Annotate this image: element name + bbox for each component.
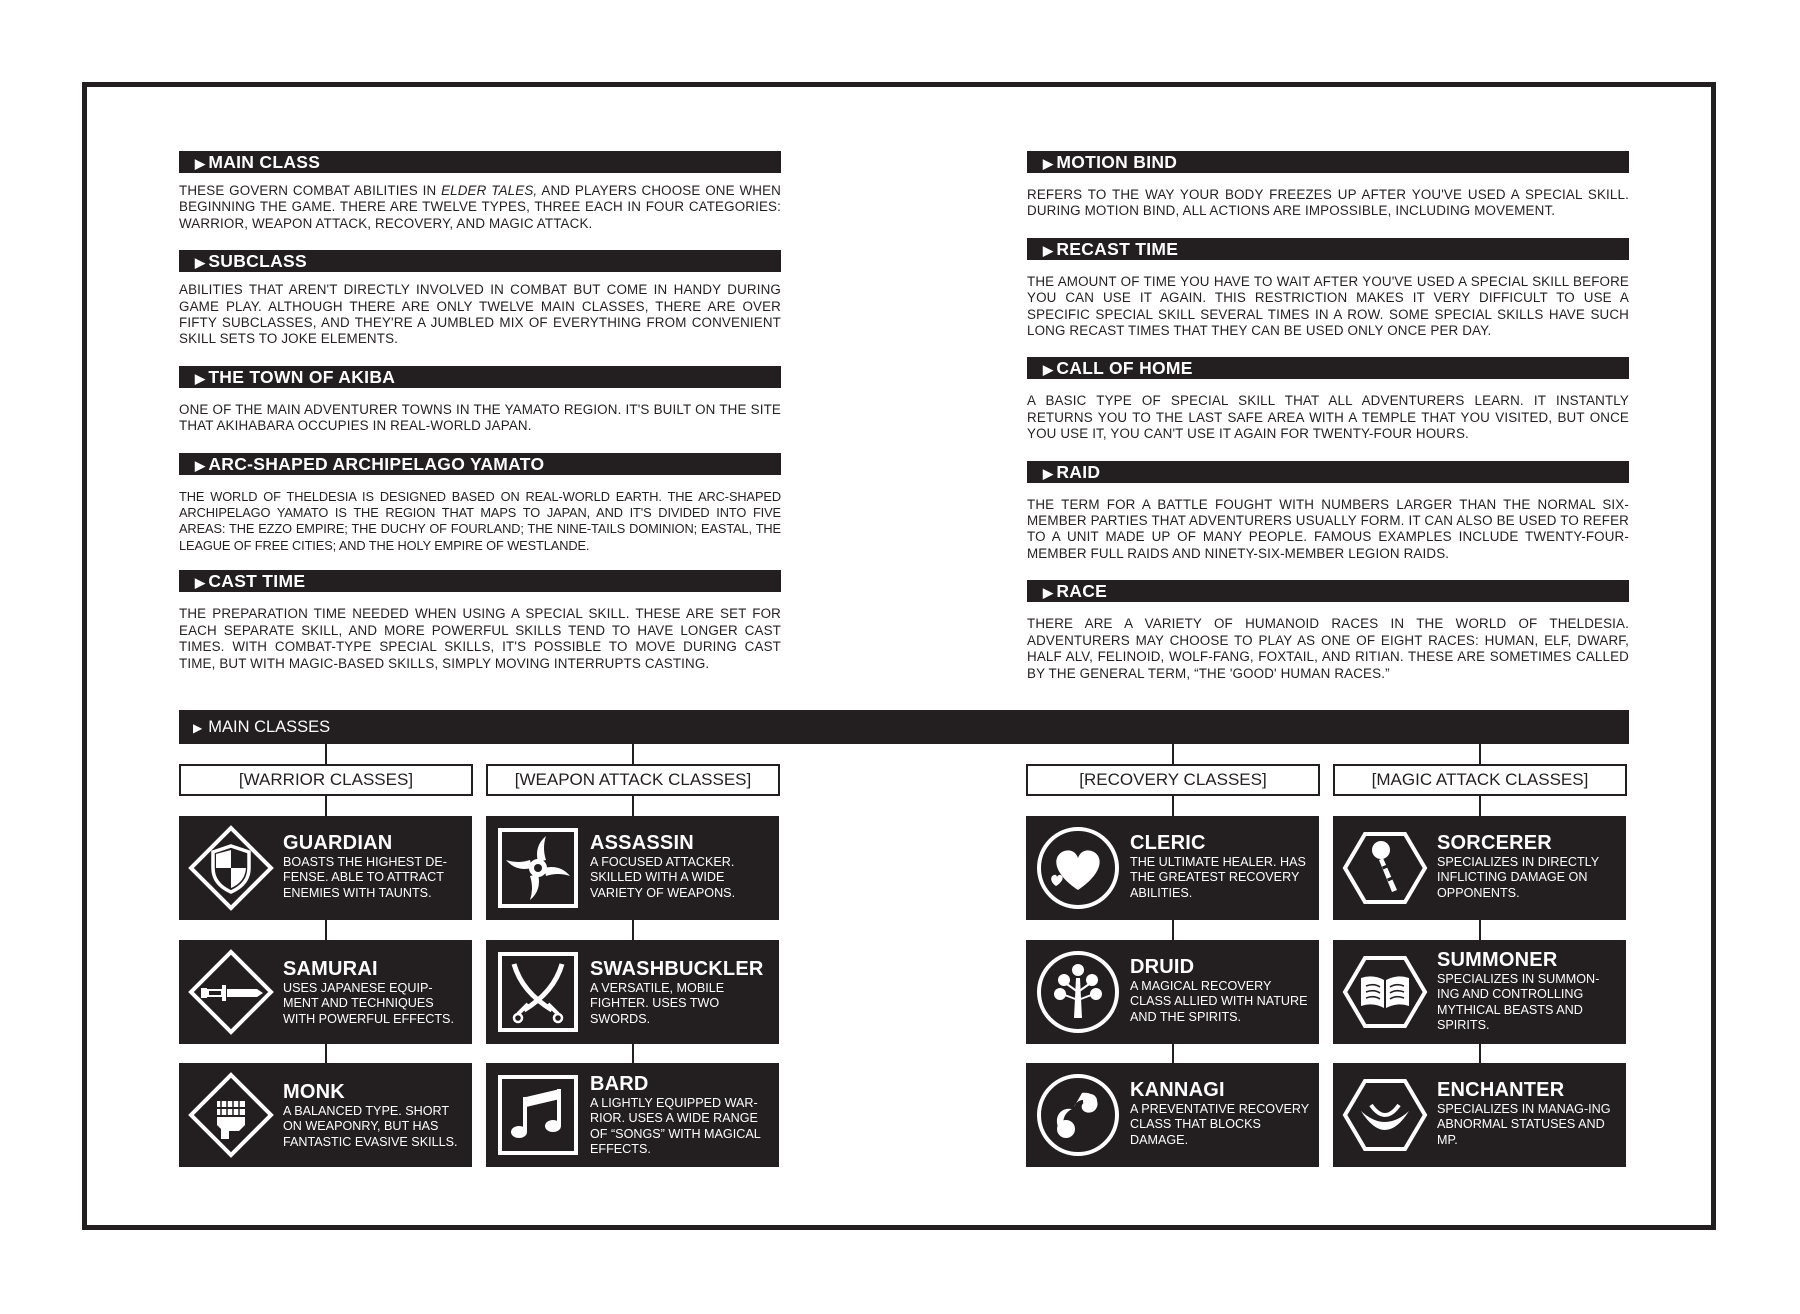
fist-icon <box>187 1071 275 1159</box>
glossary-entry-recast-time <box>1027 238 1629 340</box>
book-icon <box>1341 948 1429 1036</box>
class-description: A MAGICAL RECOVERY CLASS ALLIED WITH NATURE AND THE SPIRITS. <box>1130 979 1308 1024</box>
triangle-icon: ▶ <box>195 255 206 271</box>
class-description: A PREVENTATIVE RECOVERY CLASS THAT BLOCKS DAMAGE. <box>1130 1102 1309 1147</box>
glossary-heading: ▶ MAIN CLASS <box>179 151 781 173</box>
triangle-icon: ▶ <box>195 457 206 473</box>
glossary-entry-motion-bind <box>1027 151 1629 220</box>
class-description: A VERSATILE, MOBILE FIGHTER. USES TWO SWORDS. <box>590 981 725 1026</box>
connector-line <box>325 920 327 940</box>
glossary-heading: ▶ ARC-SHAPED ARCHIPELAGO YAMATO <box>179 453 781 475</box>
connector-line <box>1479 744 1481 764</box>
glossary-heading: ▶ RAID <box>1027 461 1629 483</box>
triangle-icon: ▶ <box>1043 465 1054 481</box>
class-name: KANNAGI <box>1130 1079 1225 1101</box>
glossary-entry-subclass <box>179 250 781 348</box>
wand-icon <box>1341 824 1429 912</box>
triangle-icon: ▶ <box>193 721 203 735</box>
connector-line <box>632 744 634 764</box>
class-description: USES JAPANESE EQUIP-MENT AND TECHNIQUES WITH POWERFUL EFFECTS. <box>283 981 454 1026</box>
connector-line <box>632 796 634 816</box>
class-name: BARD <box>590 1073 649 1095</box>
glossary-entry-archipelago <box>179 453 781 555</box>
glossary-heading: ▶ RECAST TIME <box>1027 238 1629 260</box>
heart-icon <box>1034 824 1122 912</box>
connector-line <box>1172 920 1174 940</box>
connector-line <box>632 920 634 940</box>
class-name: GUARDIAN <box>283 832 393 854</box>
triangle-icon: ▶ <box>195 156 206 171</box>
magatama-icon <box>1034 1071 1122 1159</box>
glossary-left-column <box>179 151 781 672</box>
crossed-swords-icon <box>494 948 582 1036</box>
class-card-guardian <box>179 816 472 920</box>
triangle-icon: ▶ <box>195 370 206 386</box>
class-description: SPECIALIZES IN DIRECTLY INFLICTING DAMAGE ON OPPONENTS. <box>1437 855 1599 900</box>
shuriken-icon <box>494 824 582 912</box>
triangle-icon: ▶ <box>1043 362 1054 378</box>
shield-icon <box>187 824 275 912</box>
glossary-body: REFERS TO THE WAY YOUR BODY FREEZES UP AFTER YOU'VE USED A SPECIAL SKILL. DURING MOTION BIND, ALL ACTIONS ARE IMPOSSIBLE, INCLUDING MOVEMENT. <box>1027 187 1629 219</box>
class-description: SPECIALIZES IN SUMMON-ING AND CONTROLLING MYTHICAL BEASTS AND SPIRITS. <box>1437 972 1600 1033</box>
connector-line <box>325 1043 327 1063</box>
connector-line <box>1172 796 1174 816</box>
class-description: A BALANCED TYPE. SHORT ON WEAPONRY, BUT HAS FANTASTIC EVASIVE SKILLS. <box>283 1104 458 1149</box>
class-card-sorcerer <box>1333 816 1626 920</box>
class-card-summoner <box>1333 940 1626 1044</box>
triangle-icon: ▶ <box>195 575 206 591</box>
class-description: THE ULTIMATE HEALER. HAS THE GREATEST RECOVERY ABILITIES. <box>1130 855 1306 900</box>
glossary-heading: ▶ THE TOWN OF AKIBA <box>179 366 781 388</box>
connector-line <box>325 744 327 764</box>
connector-line <box>1479 920 1481 940</box>
katana-icon <box>187 948 275 1036</box>
class-name: DRUID <box>1130 956 1195 978</box>
glossary-heading: ▶ CALL OF HOME <box>1027 357 1629 379</box>
glossary-body: THERE ARE A VARIETY OF HUMANOID RACES IN THE WORLD OF THELDESIA. ADVENTURERS MAY CHOOSE TO PLAY AS ONE OF EIGHT RACES: HUMAN, ELF, DWARF, HALF ALV, FELINOID, WOLF-FANG, FOXTAIL, AND RITIAN. THESE ARE SOMETIMES CALLED BY THE GENERAL TERM, “THE 'GOOD' HUMAN RACES.” <box>1027 616 1629 681</box>
class-description: SPECIALIZES IN MANAG-ING ABNORMAL STATUSES AND MP. <box>1437 1102 1611 1147</box>
glossary-heading: ▶ SUBCLASS <box>179 250 781 272</box>
category-weapon-attack: [WEAPON ATTACK CLASSES] <box>486 764 780 796</box>
music-note-icon <box>494 1071 582 1159</box>
class-name: MONK <box>283 1081 345 1103</box>
glossary-body: THE WORLD OF THELDESIA IS DESIGNED BASED ON REAL-WORLD EARTH. THE ARC-SHAPED ARCHIPELAGO YAMATO IS THE REGION THAT MAPS TO JAPAN, AND IT'S DIVIDED INTO FIVE AREAS: THE EZZO EMPIRE; THE DUCHY OF FOURLAND; THE NINE-TAILS DOMINION; EASTAL, THE LEAGUE OF FREE CITIES; AND THE HOLY EMPIRE OF WESTLANDE. <box>179 488 781 553</box>
class-card-druid <box>1026 940 1319 1044</box>
category-warrior: [WARRIOR CLASSES] <box>179 764 473 796</box>
glossary-entry-race <box>1027 580 1629 682</box>
class-name: ASSASSIN <box>590 832 694 854</box>
glossary-body: THE AMOUNT OF TIME YOU HAVE TO WAIT AFTER YOU'VE USED A SPECIAL SKILL BEFORE YOU CAN USE IT AGAIN. THIS RESTRICTION MAKES IT VERY DIFFICULT TO USE A SPECIFIC SPECIAL SKILL SEVERAL TIMES IN A ROW. SOME SPECIAL SKILLS HAVE SUCH LONG RECAST TIMES THAT THEY CAN BE USED ONLY ONCE PER DAY. <box>1027 273 1629 339</box>
class-card-enchanter <box>1333 1063 1626 1167</box>
glossary-heading: ▶ CAST TIME <box>179 570 781 592</box>
tree-icon <box>1034 948 1122 1036</box>
class-description: A FOCUSED ATTACKER. SKILLED WITH A WIDE VARIETY OF WEAPONS. <box>590 855 736 900</box>
class-card-cleric <box>1026 816 1319 920</box>
connector-line <box>1479 1043 1481 1063</box>
glossary-entry-raid <box>1027 461 1629 563</box>
class-card-monk <box>179 1063 472 1167</box>
class-card-swashbuckler <box>486 940 779 1044</box>
glossary-entry-cast-time <box>179 570 781 672</box>
class-name: SUMMONER <box>1437 949 1558 971</box>
class-name: ENCHANTER <box>1437 1079 1565 1101</box>
glossary-entry-town-of-akiba <box>179 366 781 435</box>
class-name: CLERIC <box>1130 832 1206 854</box>
glossary-body: THESE GOVERN COMBAT ABILITIES IN ELDER TALES, AND PLAYERS CHOOSE ONE WHEN BEGINNING THE GAME. THERE ARE TWELVE TYPES, THREE EACH IN FOUR CATEGORIES: WARRIOR, WEAPON ATTACK, RECOVERY, AND MAGIC ATTACK. <box>179 183 781 231</box>
glossary-body: ONE OF THE MAIN ADVENTURER TOWNS IN THE YAMATO REGION. IT'S BUILT ON THE SITE THAT AKIHABARA OCCUPIES IN REAL-WORLD JAPAN. <box>179 401 781 434</box>
class-card-assassin <box>486 816 779 920</box>
category-recovery: [RECOVERY CLASSES] <box>1026 764 1320 796</box>
glossary-heading: ▶ RACE <box>1027 580 1629 602</box>
glossary-body: A BASIC TYPE OF SPECIAL SKILL THAT ALL ADVENTURERS LEARN. IT INSTANTLY RETURNS YOU TO THE LAST SAFE AREA WITH A TEMPLE THAT YOU VISITED, BUT ONCE YOU USE IT, YOU CAN'T USE IT AGAIN FOR TWENTY-FOUR HOURS. <box>1027 393 1629 442</box>
glossary-body: THE PREPARATION TIME NEEDED WHEN USING A SPECIAL SKILL. THESE ARE SET FOR EACH SEPARATE SKILL, AND MORE POWERFUL SKILLS TEND TO HAVE LONGER CAST TIMES. WITH COMBAT-TYPE SPECIAL SKILLS, IT'S POSSIBLE TO MOVE DURING CAST TIME, BUT WITH MAGIC-BASED SKILLS, SIMPLY MOVING INTERRUPTS CASTING. <box>179 606 781 671</box>
eye-icon <box>1341 1071 1429 1159</box>
category-magic-attack: [MAGIC ATTACK CLASSES] <box>1333 764 1627 796</box>
glossary-entry-main-class <box>179 151 781 232</box>
class-card-kannagi <box>1026 1063 1319 1167</box>
class-name: SWASHBUCKLER <box>590 958 764 980</box>
glossary-right-column <box>1027 151 1629 682</box>
class-name: SORCERER <box>1437 832 1552 854</box>
class-card-bard <box>486 1063 779 1167</box>
glossary-body: ABILITIES THAT AREN'T DIRECTLY INVOLVED IN COMBAT BUT COME IN HANDY DURING GAME PLAY. ALTHOUGH THERE ARE ONLY TWELVE MAIN CLASSES, THERE ARE OVER FIFTY SUBCLASSES, AND THEY'RE A JUMBLED MIX OF EVERYTHING FROM CONVENIENT SKILL SETS TO JOKE ELEMENTS. <box>179 282 781 347</box>
glossary-entry-call-of-home <box>1027 357 1629 442</box>
connector-line <box>632 1043 634 1063</box>
class-description: BOASTS THE HIGHEST DE-FENSE. ABLE TO ATTRACT ENEMIES WITH TAUNTS. <box>283 855 447 900</box>
class-description: A LIGHTLY EQUIPPED WAR-RIOR. USES A WIDE RANGE OF “SONGS” WITH MAGICAL EFFECTS. <box>590 1096 761 1157</box>
connector-line <box>325 796 327 816</box>
glossary-body: THE TERM FOR A BATTLE FOUGHT WITH NUMBERS LARGER THAN THE NORMAL SIX-MEMBER PARTIES THAT ADVENTURERS USUALLY FORM. IT CAN ALSO BE USED TO REFER TO A UNIT MADE UP OF MANY PEOPLE. FAMOUS EXAMPLES INCLUDE TWENTY-FOUR-MEMBER FULL RAIDS AND NINETY-SIX-MEMBER LEGION RAIDS. <box>1027 496 1629 561</box>
glossary-heading: ▶ MOTION BIND <box>1027 151 1629 173</box>
triangle-icon: ▶ <box>1043 585 1054 601</box>
connector-line <box>1479 796 1481 816</box>
triangle-icon: ▶ <box>1043 156 1054 171</box>
main-classes-header: ▶ MAIN CLASSES <box>179 710 1629 744</box>
class-card-samurai <box>179 940 472 1044</box>
class-name: SAMURAI <box>283 958 378 980</box>
triangle-icon: ▶ <box>1043 242 1054 258</box>
connector-line <box>1172 744 1174 764</box>
connector-line <box>1172 1043 1174 1063</box>
